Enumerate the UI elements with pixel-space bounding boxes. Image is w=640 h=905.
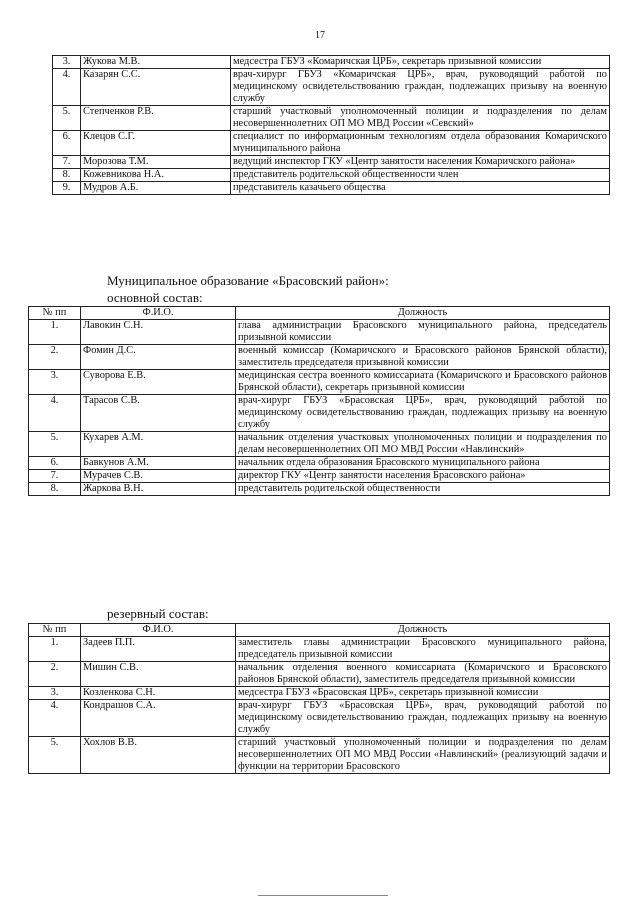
row-number: 4. bbox=[29, 700, 81, 737]
member-position: медицинская сестра военного комиссариата (Комаричского и Брасовского районов Брянской области), секретарь призывной комиссии bbox=[236, 370, 610, 395]
member-name: Казарян С.С. bbox=[81, 69, 231, 106]
member-name: Кухарев А.М. bbox=[81, 432, 236, 457]
member-position: представитель казачьего общества bbox=[231, 182, 610, 195]
member-position: врач-хирург ГБУЗ «Брасовская ЦРБ», врач, руководящий работой по медицинскому освидетельствованию граждан, подлежащих призыву на военную службу bbox=[236, 700, 610, 737]
member-position: представитель родительской общественности bbox=[236, 483, 610, 496]
member-position: директор ГКУ «Центр занятости населения Брасовского района» bbox=[236, 470, 610, 483]
member-name: Жукова М.В. bbox=[81, 56, 231, 69]
member-position: старший участковый уполномоченный полиции и подразделения по делам несовершеннолетних ОП МО МВД России «Севский» bbox=[231, 106, 610, 131]
member-name: Кожевникова Н.А. bbox=[81, 169, 231, 182]
header-num: № пп bbox=[29, 307, 81, 320]
table-row bbox=[29, 687, 610, 700]
section-subtitle-main: основной состав: bbox=[107, 290, 203, 305]
table-row bbox=[53, 56, 610, 69]
table-header-row bbox=[29, 307, 610, 320]
member-position: медсестра ГБУЗ «Брасовская ЦРБ», секретарь призывной комиссии bbox=[236, 687, 610, 700]
commission-table-komarichi bbox=[52, 55, 610, 195]
table-row bbox=[29, 662, 610, 687]
row-number: 1. bbox=[29, 637, 81, 662]
table-row bbox=[29, 470, 610, 483]
row-number: 5. bbox=[29, 737, 81, 774]
table-row bbox=[29, 737, 610, 774]
header-name: Ф.И.О. bbox=[81, 307, 236, 320]
row-number: 8. bbox=[29, 483, 81, 496]
row-number: 3. bbox=[29, 687, 81, 700]
member-position: глава администрации Брасовского муниципального района, председатель призывной комиссии bbox=[236, 320, 610, 345]
table-row bbox=[53, 131, 610, 156]
header-name: Ф.И.О. bbox=[81, 624, 236, 637]
member-position: специалист по информационным технологиям отдела образования Комаричского муниципального района bbox=[231, 131, 610, 156]
table-row bbox=[53, 156, 610, 169]
header-position: Должность bbox=[236, 307, 610, 320]
member-name: Жаркова В.Н. bbox=[81, 483, 236, 496]
row-number: 6. bbox=[53, 131, 81, 156]
header-position: Должность bbox=[236, 624, 610, 637]
member-position: врач-хирург ГБУЗ «Комаричская ЦРБ», врач, руководящий работой по медицинскому освидетельствованию граждан, подлежащих призыву на военную службу bbox=[231, 69, 610, 106]
table-row bbox=[29, 345, 610, 370]
section-title-brasovo: Муниципальное образование «Брасовский район»: bbox=[107, 273, 389, 288]
row-number: 9. bbox=[53, 182, 81, 195]
row-number: 5. bbox=[29, 432, 81, 457]
section-title-reserve: резервный состав: bbox=[107, 606, 209, 621]
header-num: № пп bbox=[29, 624, 81, 637]
member-position: ведущий инспектор ГКУ «Центр занятости населения Комаричского района» bbox=[231, 156, 610, 169]
table-row bbox=[29, 370, 610, 395]
table-row bbox=[53, 182, 610, 195]
row-number: 5. bbox=[53, 106, 81, 131]
member-name: Клецов С.Г. bbox=[81, 131, 231, 156]
member-name: Задеев П.П. bbox=[81, 637, 236, 662]
footer-divider bbox=[258, 895, 388, 896]
table-row bbox=[29, 637, 610, 662]
table-row bbox=[53, 69, 610, 106]
member-position: старший участковый уполномоченный полиции и подразделения по делам несовершеннолетних ОП МО МВД России «Навлинский» (реализующий задачи и функции на территории Брасовского bbox=[236, 737, 610, 774]
row-number: 2. bbox=[29, 662, 81, 687]
row-number: 7. bbox=[53, 156, 81, 169]
member-name: Мишин С.В. bbox=[81, 662, 236, 687]
table-row bbox=[29, 483, 610, 496]
row-number: 8. bbox=[53, 169, 81, 182]
member-name: Лавокин С.Н. bbox=[81, 320, 236, 345]
member-name: Степченков Р.В. bbox=[81, 106, 231, 131]
member-position: врач-хирург ГБУЗ «Брасовская ЦРБ», врач, руководящий работой по медицинскому освидетельствованию граждан, подлежащих призыву на военную службу bbox=[236, 395, 610, 432]
member-name: Бавкунов А.М. bbox=[81, 457, 236, 470]
row-number: 6. bbox=[29, 457, 81, 470]
table-header-row bbox=[29, 624, 610, 637]
row-number: 4. bbox=[53, 69, 81, 106]
member-name: Фомин Д.С. bbox=[81, 345, 236, 370]
table-row bbox=[29, 700, 610, 737]
member-position: начальник отделения участковых уполномоченных полиции и подразделения по делам несовершеннолетних ОП МО МВД России «Навлинский» bbox=[236, 432, 610, 457]
page-number: 17 bbox=[315, 30, 325, 41]
member-name: Хохлов В.В. bbox=[81, 737, 236, 774]
row-number: 7. bbox=[29, 470, 81, 483]
row-number: 3. bbox=[29, 370, 81, 395]
table-row bbox=[53, 169, 610, 182]
member-name: Кондрашов С.А. bbox=[81, 700, 236, 737]
row-number: 2. bbox=[29, 345, 81, 370]
member-position: военный комиссар (Комаричского и Брасовского районов Брянской области), заместитель председателя призывной комиссии bbox=[236, 345, 610, 370]
member-position: заместитель главы администрации Брасовского муниципального района, председатель призывной комиссии bbox=[236, 637, 610, 662]
member-name: Козленкова С.Н. bbox=[81, 687, 236, 700]
member-name: Мурачев С.В. bbox=[81, 470, 236, 483]
member-position: представитель родительской общественности член bbox=[231, 169, 610, 182]
table-row bbox=[29, 320, 610, 345]
member-name: Морозова Т.М. bbox=[81, 156, 231, 169]
row-number: 1. bbox=[29, 320, 81, 345]
table-row bbox=[29, 457, 610, 470]
member-position: начальник отдела образования Брасовского муниципального района bbox=[236, 457, 610, 470]
table-row bbox=[53, 106, 610, 131]
commission-table-brasovo-reserve bbox=[28, 623, 610, 774]
member-name: Тарасов С.В. bbox=[81, 395, 236, 432]
member-position: медсестра ГБУЗ «Комаричская ЦРБ», секретарь призывной комиссии bbox=[231, 56, 610, 69]
table-row bbox=[29, 395, 610, 432]
member-name: Мудров А.Б. bbox=[81, 182, 231, 195]
member-name: Суворова Е.В. bbox=[81, 370, 236, 395]
table-row bbox=[29, 432, 610, 457]
row-number: 4. bbox=[29, 395, 81, 432]
commission-table-brasovo-main bbox=[28, 306, 610, 496]
member-position: начальник отделения военного комиссариата (Комаричского и Брасовского районов Брянской области), заместитель председателя призывной комиссии bbox=[236, 662, 610, 687]
row-number: 3. bbox=[53, 56, 81, 69]
